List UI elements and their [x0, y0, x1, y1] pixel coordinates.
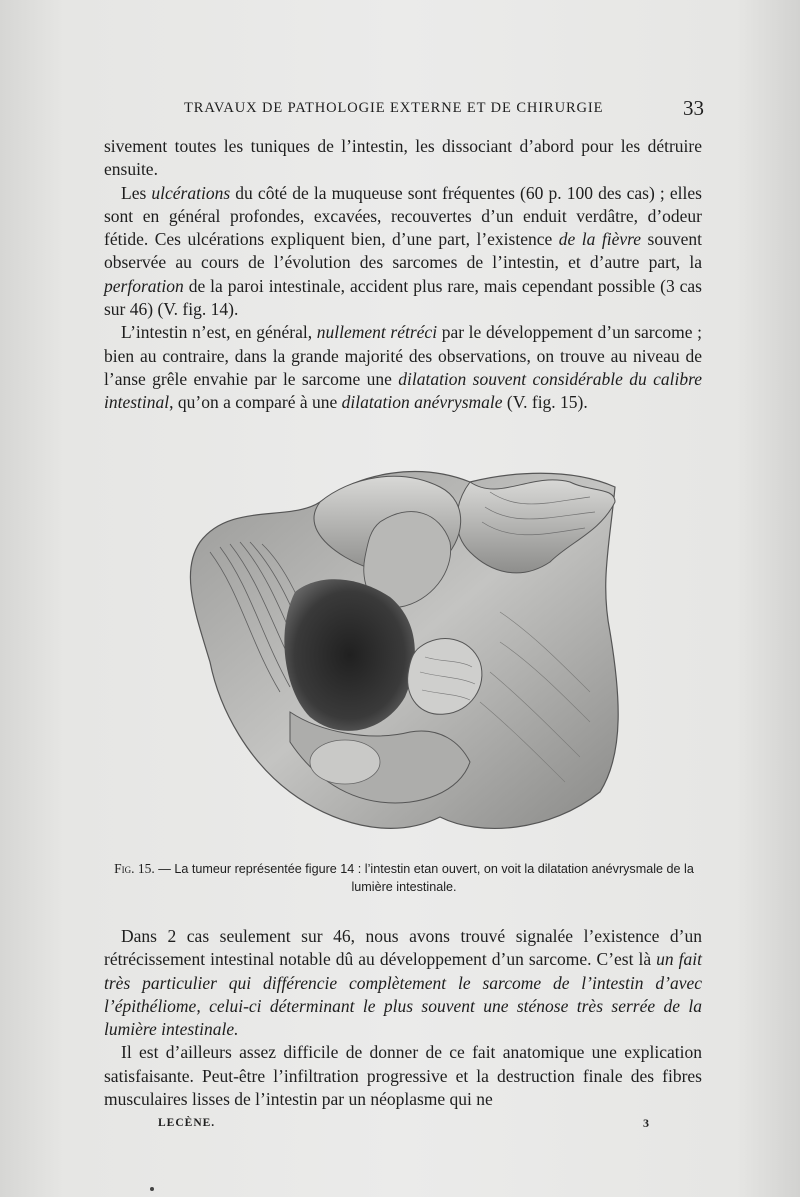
- p3-italic-2: dilatation souvent considérable du calibre intestinal: [104, 368, 703, 413]
- paragraph-5: [104, 1041, 702, 1111]
- paragraph-1-text: sivement toutes les tuniques de l’intestin, les dissociant d’abord pour les détruire ensuite.: [104, 136, 702, 180]
- page-number: 33: [683, 96, 704, 120]
- figure-label: Fig. 15.: [114, 861, 155, 876]
- printer-signature: LECÈNE.: [158, 1117, 216, 1129]
- p2-text-3: souvent observée au cours de l’évolution des sarcomes de l’intestin, et d’autre part, la: [104, 229, 702, 273]
- p3-italic-3: dilatation anévrysmale: [341, 392, 503, 413]
- figure-caption: [104, 860, 704, 896]
- paragraph-1: [104, 135, 702, 182]
- p3-italic-1: nullement rétréci: [316, 322, 438, 343]
- p2-text-2: du côté de la muqueuse sont fréquentes (60 p. 100 des cas) ; elles sont en général profondes, excavées, recouvertes d’un enduit verdâtre, d’odeur fétide. Ces ulcérations expliquent bien, d’une part, l’existence: [104, 182, 702, 250]
- running-header-title: TRAVAUX DE PATHOLOGIE EXTERNE ET DE CHIRURGIE: [184, 100, 604, 116]
- p2-text-1: Les: [121, 182, 152, 203]
- figure-caption-text: — La tumeur représentée figure 14 : l’intestin etan ouvert, on voit la dilatation anévrysmale de la lumière intestinale.: [154, 862, 694, 894]
- p4-italic-1: un fait très particulier qui différencie complètement le sarcome de l’intestin d’avec l’épithéliome, celui-ci déterminant le plus souvent une sténose très serrée de la lumière intestinale.: [104, 949, 702, 1040]
- p3-text-1: L’intestin n’est, en général,: [121, 322, 317, 343]
- p2-italic-2: de la fièvre: [558, 229, 642, 250]
- p2-text-4: de la paroi intestinale, accident plus rare, mais cependant possible (3 cas sur 46) (V. fig. 14).: [104, 275, 702, 320]
- body-text-top: [104, 135, 702, 415]
- paragraph-3: [104, 321, 702, 414]
- intestine-illustration: [170, 462, 630, 842]
- p3-text-4: (V. fig. 15).: [502, 392, 588, 413]
- p4-text-1: Dans 2 cas seulement sur 46, nous avons trouvé signalée l’existence d’un rétrécissement intestinal notable dû au développement d’un sarcome. C’est là: [104, 926, 702, 970]
- p3-text-3: , qu’on a comparé à une: [169, 392, 342, 413]
- paragraph-5-text: Il est d’ailleurs assez difficile de donner de ce fait anatomique une explication satisfaisante. Peut-être l’infiltration progressive et la destruction finale des fibres musculaires lisses de l’intestin par un néoplasme qui ne: [104, 1042, 702, 1110]
- paragraph-2: [104, 182, 702, 322]
- paragraph-4: [104, 925, 702, 1041]
- ink-speck: [150, 1187, 154, 1191]
- running-header: [104, 98, 704, 122]
- p2-italic-3: perforation: [104, 275, 184, 296]
- body-text-bottom: [104, 925, 702, 1111]
- p3-text-2: par le développement d’un sarcome ; bien au contraire, dans la grande majorité des observations, on trouve au niveau de l’anse grêle envahie par le sarcome une: [104, 322, 703, 389]
- p2-italic-1: ulcérations: [151, 182, 231, 203]
- sheet-number: 3: [643, 1116, 649, 1130]
